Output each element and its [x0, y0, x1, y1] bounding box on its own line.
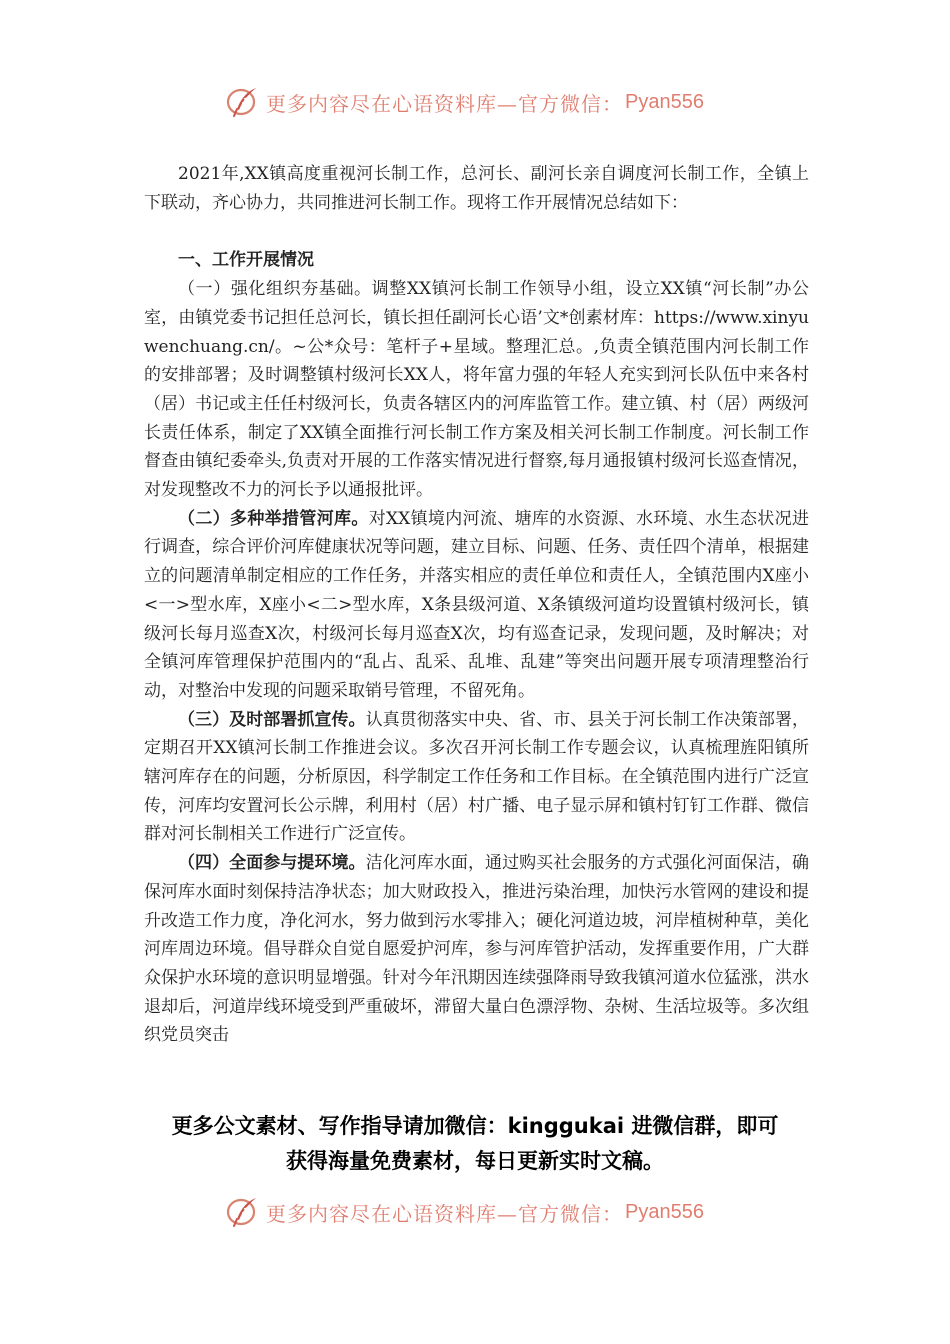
item-4-title: （四）全面参与提环境。: [178, 853, 366, 874]
header-banner: [226, 83, 726, 121]
promo-notice: [120, 1109, 830, 1179]
promo-line-2: 获得海量免费素材，每日更新实时文稿。: [286, 1149, 664, 1173]
item-4-text: 洁化河库水面，通过购买社会服务的方式强化河面保洁，确保河库水面时刻保持洁净状态；加大财政投入，推进污染治理，加快污水管网的建设和提升改造工作力度，净化河水，努力做到污水零排入；硬化河道边坡，河岸植树种草，美化河库周边环境。倡导群众自觉自愿爱护河库，参与河库管护活动，发挥重要作用，广大群众保护水环境的意识明显增强。针对今年汛期因连续强降雨导致我镇河道水位猛涨，洪水退却后，河道岸线环境受到严重破坏，滞留大量白色漂浮物、杂树、生活垃圾等。多次组织党员突击: [144, 853, 810, 1046]
paragraph-item-2: [144, 505, 809, 706]
footer-banner-text: 更多内容尽在心语资料库—官方微信：: [266, 1201, 623, 1226]
footer-banner-wechat-id: Pyan556: [625, 1200, 704, 1223]
item-1-title: （一）强化组织夯基础。: [178, 279, 372, 300]
feather-pen-logo-icon: [226, 85, 260, 119]
header-banner-text: 更多内容尽在心语资料库—官方微信：: [266, 91, 623, 116]
header-banner-wechat-id: Pyan556: [625, 90, 704, 113]
footer-banner: [226, 1193, 726, 1231]
section-heading: 一、工作开展情况: [178, 250, 314, 271]
paragraph-item-4: [144, 849, 809, 1050]
item-3-title: （三）及时部署抓宣传。: [178, 709, 366, 730]
paragraph-item-1: [144, 275, 809, 505]
paragraph-item-3: [144, 706, 809, 850]
promo-line-1: 更多公文素材、写作指导请加微信：kinggukai 进微信群，即可: [171, 1114, 779, 1138]
resource-url-link[interactable]: https://www.xinyuwenchuang.cn/: [144, 307, 809, 357]
item-1-text-a: 调整XX镇河长制工作领导小组，设立XX镇“河长制”办公室，由镇党委书记担任总河长，镇长担任副河长心语’文*创素材库：: [144, 279, 810, 328]
item-3-text: 认真贯彻落实中央、省、市、县关于河长制工作决策部署，定期召开XX镇河长制工作推进会议。多次召开河长制工作专题会议，认真梳理旌阳镇所辖河库存在的问题，分析原因，科学制定工作任务和工作目标。在全镇范围内进行广泛宣传，河库均安置河长公示牌，利用村（居）村广播、电子显示屏和镇村钉钉工作群、微信群对河长制相关工作进行广泛宣传。: [144, 709, 810, 845]
item-1-text-b: 。~公*众号：笔杆子+星域。整理汇总。,负责全镇范围内河长制工作的安排部署；及时调整镇村级河长XX人，将年富力强的年轻人充实到河长队伍中来各村（居）书记或主任任村级河长，负责各辖区内的河库监管工作。建立镇、村（居）两级河长责任体系，制定了XX镇全面推行河长制工作方案及相关河长制工作制度。河长制工作督查由镇纪委牵头,负责对开展的工作落实情况进行督察,每月通报镇村级河长巡查情况，对发现整改不力的河长予以通报批评。: [144, 336, 809, 501]
item-2-title: （二）多种举措管河库。: [178, 508, 369, 529]
item-2-text: 对XX镇境内河流、塘库的水资源、水环境、水生态状况进行调查，综合评价河库健康状况等问题，建立目标、问题、任务、责任四个清单，根据建立的问题清单制定相应的工作任务，并落实相应的责任单位和责任人，全镇范围内X座小<一>型水库，X座小<二>型水库，X条县级河道、X条镇级河道均设置镇村级河长，镇级河长每月巡查X次，村级河长每月巡查X次，均有巡查记录，发现问题，及时解决；对全镇河库管理保护范围内的“乱占、乱采、乱堆、乱建”等突出问题开展专项清理整治行动，对整治中发现的问题采取销号管理，不留死角。: [144, 508, 809, 701]
intro-paragraph: 2021年,XX镇高度重视河长制工作，总河长、副河长亲自调度河长制工作，全镇上下联动，齐心协力，共同推进河长制工作。现将工作开展情况总结如下：: [144, 164, 809, 213]
feather-pen-logo-icon: [226, 1195, 260, 1229]
document-body: [144, 160, 809, 1050]
